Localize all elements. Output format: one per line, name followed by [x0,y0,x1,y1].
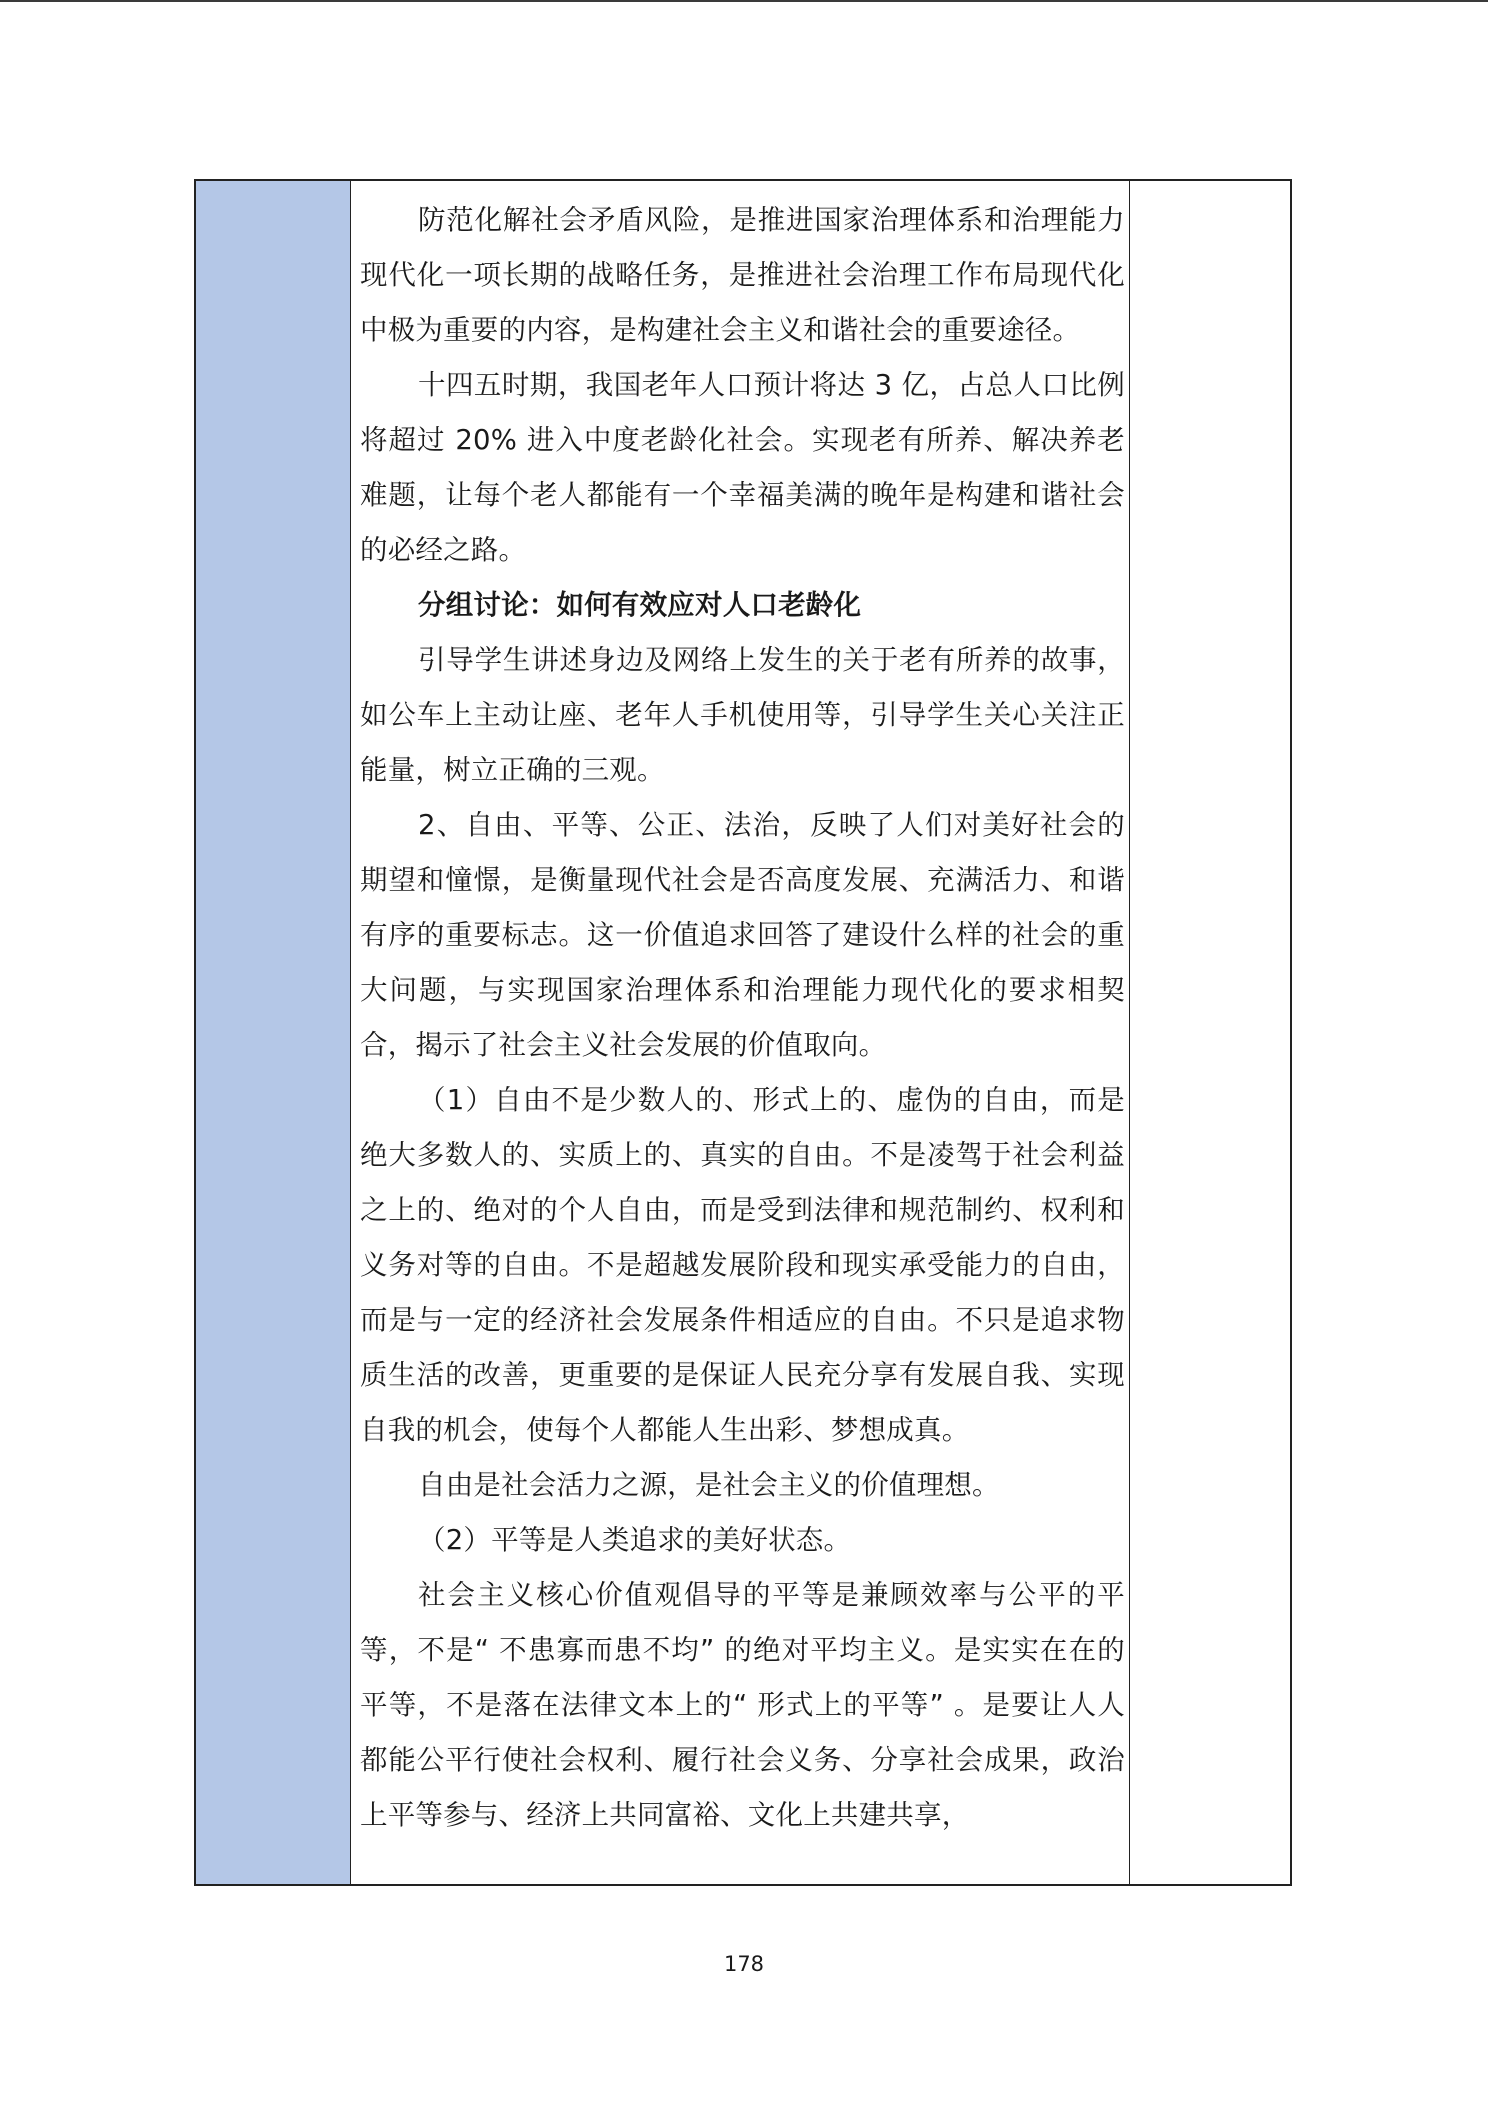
table-content-column [351,181,1130,1884]
paragraph-risk-prevention: 防范化解社会矛盾风险，是推进国家治理体系和治理能力现代化一项长期的战略任务，是推进社会治理工作布局现代化中极为重要的内容，是构建社会主义和谐社会的重要途径。 [360,204,1125,346]
page-number: 178 [723,1952,765,1976]
top-border-line [0,0,1488,2]
paragraph-freedom: （1）自由不是少数人的、形式上的、虚伪的自由，而是绝大多数人的、实质上的、真实的自由。不是凌驾于社会利益之上的、绝对的个人自由，而是受到法律和规范制约、权利和义务对等的自由。不是超越发展阶段和现实承受能力的自由，而是与一定的经济社会发展条件相适应的自由。不只是追求物质生活的改善，更重要的是保证人民充分享有发展自我、实现自我的机会，使每个人都能人生出彩、梦想成真。 [360,1084,1125,1446]
paragraph-values-overview: 2、自由、平等、公正、法治，反映了人们对美好社会的期望和憧憬，是衡量现代社会是否高度发展、充满活力、和谐有序的重要标志。这一价值追求回答了建设什么样的社会的重大问题，与实现国家治理体系和治理能力现代化的要求相契合，揭示了社会主义社会发展的价值取向。 [360,809,1125,1061]
table-left-column [196,181,351,1884]
paragraph-equality: 社会主义核心价值观倡导的平等是兼顾效率与公平的平等，不是“ 不患寡而患不均” 的绝对平均主义。是实实在在的平等，不是落在法律文本上的“ 形式上的平等” 。是要让人人都能公平行使社会权利、履行社会义务、分享社会成果，政治上平等参与、经济上共同富裕、文化上共建共享， [360,1579,1125,1831]
paragraph-freedom-summary: 自由是社会活力之源，是社会主义的价值理想。 [418,1469,1000,1501]
paragraph-guide-students: 引导学生讲述身边及网络上发生的关于老有所养的故事，如公车上主动让座、老年人手机使用等，引导学生关心关注正能量，树立正确的三观。 [360,644,1125,786]
paragraph-aging-population: 十四五时期，我国老年人口预计将达 3 亿，占总人口比例将超过 20% 进入中度老龄化社会。实现老有所养、解决养老难题，让每个老人都能有一个幸福美满的晚年是构建和谐社会的必经之路。 [360,369,1125,566]
paragraph-equality-heading: （2）平等是人类追求的美好状态。 [418,1524,852,1556]
table-right-column [1130,181,1290,1884]
content-table [194,179,1292,1886]
paragraph-group-discussion: 分组讨论：如何有效应对人口老龄化 [418,589,862,621]
